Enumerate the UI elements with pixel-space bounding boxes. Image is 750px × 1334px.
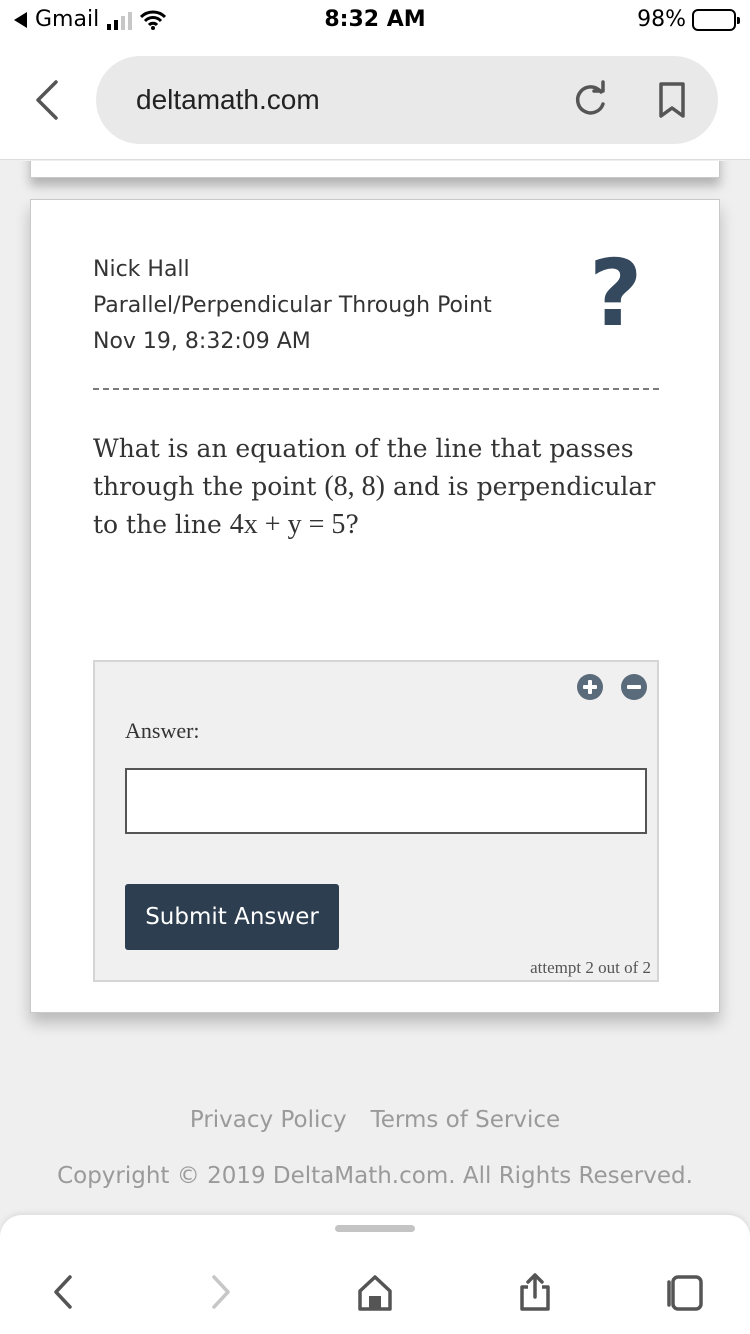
question-part1: What is an equation of the line that passes through the point	[93, 434, 634, 501]
question-equation: 4x + y = 5	[229, 509, 346, 540]
status-bar	[0, 0, 750, 40]
problem-card	[30, 199, 720, 1013]
page-content[interactable]	[0, 161, 750, 1215]
terms-of-service-link[interactable]: Terms of Service	[370, 1107, 561, 1133]
assignment-title: Parallel/Perpendicular Through Point	[93, 293, 492, 318]
reload-icon[interactable]	[570, 80, 610, 120]
browser-bar	[0, 40, 750, 160]
battery-icon	[692, 9, 736, 31]
help-question-icon[interactable]: ?	[589, 240, 643, 347]
status-time: 8:32 AM	[324, 7, 426, 32]
problem-timestamp: Nov 19, 8:32:09 AM	[93, 329, 311, 354]
question-end: ?	[345, 510, 359, 539]
browser-toolbar	[0, 1215, 750, 1334]
footer-links	[0, 1107, 750, 1133]
divider	[93, 388, 659, 390]
submit-answer-button[interactable]: Submit Answer	[125, 884, 339, 950]
toolbar-forward-icon[interactable]	[198, 1271, 240, 1313]
url-text: deltamath.com	[136, 84, 320, 115]
question-part2: and is perpendicular to the line	[93, 472, 656, 539]
question-point: (8, 8)	[324, 471, 385, 502]
sheet-grabber[interactable]	[335, 1225, 415, 1232]
previous-card	[30, 161, 720, 178]
toolbar-home-icon[interactable]	[354, 1271, 396, 1313]
toolbar-tabs-icon[interactable]	[664, 1271, 706, 1313]
address-bar[interactable]	[96, 56, 718, 144]
question-text	[93, 430, 673, 544]
browser-back-chevron-icon[interactable]	[28, 80, 68, 120]
battery-percent: 98%	[637, 7, 686, 32]
problem-meta	[93, 252, 492, 360]
copyright-text: Copyright © 2019 DeltaMath.com. All Rights Reserved.	[57, 1163, 693, 1189]
student-name: Nick Hall	[93, 257, 190, 282]
back-app-label: Gmail	[35, 7, 100, 32]
zoom-in-plus-icon[interactable]	[577, 674, 603, 700]
privacy-policy-link[interactable]: Privacy Policy	[189, 1107, 347, 1133]
zoom-out-minus-icon[interactable]	[621, 674, 647, 700]
answer-panel	[93, 660, 659, 982]
bookmark-icon[interactable]	[652, 80, 692, 120]
answer-input[interactable]	[125, 768, 647, 834]
answer-label: Answer:	[125, 718, 200, 743]
toolbar-share-icon[interactable]	[514, 1271, 556, 1313]
toolbar-back-icon[interactable]	[44, 1271, 86, 1313]
battery-status	[637, 7, 736, 32]
attempt-counter: attempt 2 out of 2	[530, 958, 651, 977]
